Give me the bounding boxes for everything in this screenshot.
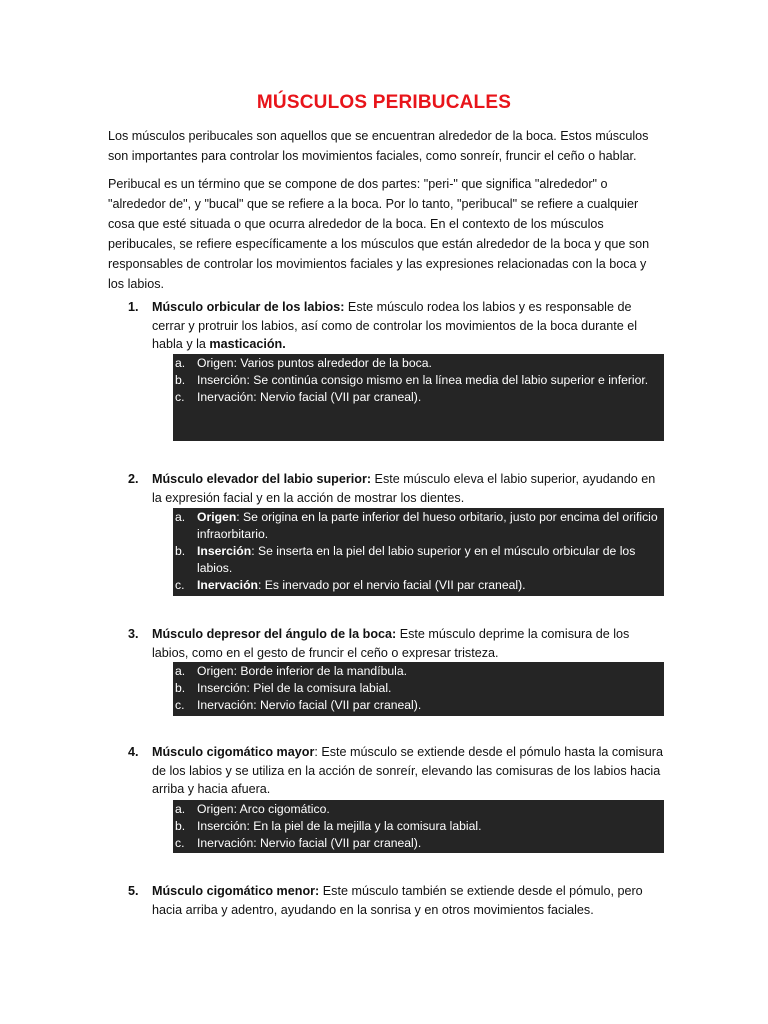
muscle-name: Músculo elevador del labio superior: (152, 472, 372, 486)
list-item-text (152, 882, 664, 919)
list-item-text (152, 298, 664, 354)
muscle-description: Este músculo deprime la comisura de los labios, como en el gesto de fruncir el ceño o expresar tristeza. (152, 627, 630, 660)
muscle-description: : Este músculo se extiende desde el pómulo hasta la comisura de los labios y se utiliza en la acción de sonreír, elevando las comisuras de los labios hacia arriba y hacia afuera. (152, 745, 663, 796)
page-title: MÚSCULOS PERIBUCALES (256, 92, 512, 113)
detail-item: b. Inserción: Se inserta en la piel del labio superior y en el músculo orbicular de los labios. (175, 544, 636, 575)
detail-item: c. Inervación: Nervio facial (VII par craneal). (175, 698, 422, 712)
muscle-description-bold: masticación. (209, 337, 286, 351)
intro-paragraph: Peribucal es un término que se compone de dos partes: "peri-" que significa "alrededor" o "alrededor de", y "bucal" que se refiere a la boca. Por lo tanto, "peribucal" se refiere a cualquier cosa que esté situada o que ocurra alrededor de la boca. En el contexto de los músculos peribucales, se refiere específicamente a los músculos que están alrededor de la boca y que son responsables de controlar los movimientos faciales y las expresiones relacionadas con la boca y los labios. (108, 177, 650, 291)
list-item-text (152, 625, 664, 662)
muscle-name: Músculo cigomático menor: (152, 884, 320, 898)
detail-item: c. Inervación: Es inervado por el nervio facial (VII par craneal). (175, 578, 526, 592)
details-box (173, 662, 664, 716)
list-number: 4. (128, 745, 139, 759)
details-box (173, 354, 664, 441)
muscle-name: Músculo cigomático mayor (152, 745, 315, 759)
detail-item: b. Inserción: Se continúa consigo mismo en la línea media del labio superior e inferior. (175, 373, 649, 387)
detail-item: a. Origen: Borde inferior de la mandíbula. (175, 664, 408, 678)
details-box (173, 800, 664, 853)
muscle-name: Músculo orbicular de los labios: (152, 300, 345, 314)
muscle-name: Músculo depresor del ángulo de la boca: (152, 627, 397, 641)
detail-item: a. Origen: Arco cigomático. (175, 802, 330, 816)
list-number: 1. (128, 300, 139, 314)
detail-item: c. Inervación: Nervio facial (VII par craneal). (175, 390, 422, 404)
detail-item: b. Inserción: Piel de la comisura labial. (175, 681, 392, 695)
list-number: 2. (128, 472, 139, 486)
detail-item: c. Inervación: Nervio facial (VII par craneal). (175, 836, 422, 850)
detail-item: a. Origen: Se origina en la parte inferior del hueso orbitario, justo por encima del orificio infraorbitario. (175, 510, 658, 541)
list-number: 5. (128, 884, 139, 898)
intro-paragraph: Los músculos peribucales son aquellos que se encuentran alrededor de la boca. Estos músculos son importantes para controlar los movimientos faciales, como sonreír, fruncir el ceño o hablar. (108, 129, 649, 163)
details-box (173, 508, 664, 596)
list-number: 3. (128, 627, 139, 641)
list-item-text (152, 470, 664, 507)
muscle-description: Este músculo también se extiende desde el pómulo, pero hacia arriba y adentro, ayudando en la sonrisa y en otros movimientos faciales. (152, 884, 643, 917)
detail-item: a. Origen: Varios puntos alrededor de la boca. (175, 356, 432, 370)
list-item-text (152, 743, 664, 799)
detail-item: b. Inserción: En la piel de la mejilla y la comisura labial. (175, 819, 482, 833)
muscle-description: Este músculo eleva el labio superior, ayudando en la expresión facial y en la acción de mostrar los dientes. (152, 472, 656, 505)
muscle-description: Este músculo rodea los labios y es responsable de cerrar y protruir los labios, así como de controlar los movimientos de la boca durante el habla y la (152, 300, 638, 351)
